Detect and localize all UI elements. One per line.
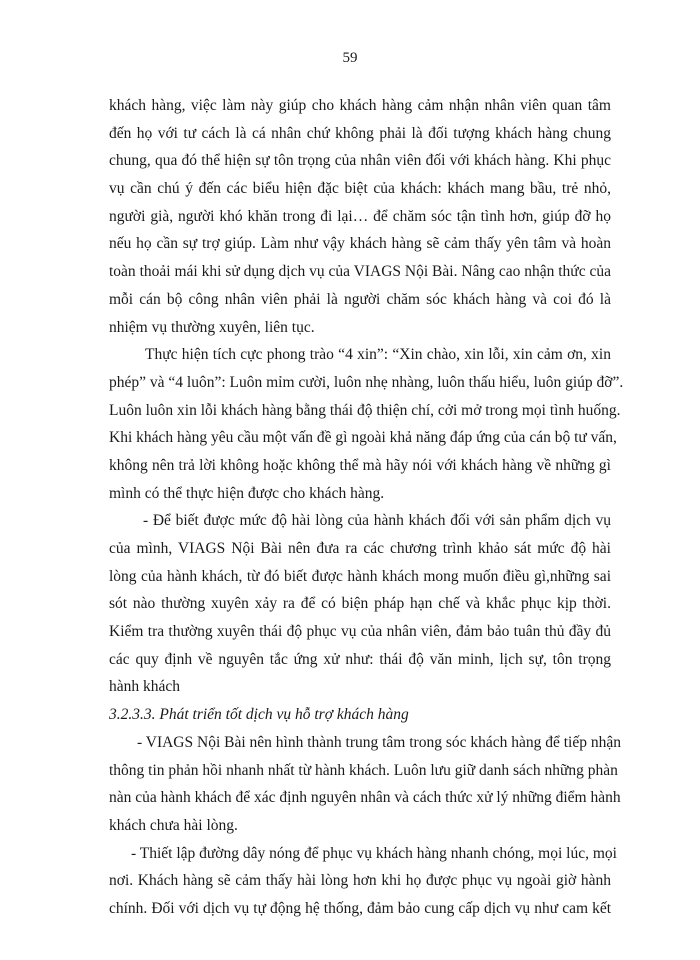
text-line: - VIAGS Nội Bài nên hình thành trung tâm trong sóc khách hàng để tiếp nhận xyxy=(137,733,621,751)
text-line: nơi. Khách hàng sẽ cảm thấy hài lòng hơn khi họ được phục vụ ngoài giờ hành xyxy=(109,872,611,890)
text-line: vụ cần chú ý đến các biểu hiện đặc biệt của khách: khách mang bầu, trẻ nhỏ, xyxy=(109,180,611,198)
text-line: đến họ với tư cách là cá nhân chứ không phải là đối tượng khách hàng chung xyxy=(109,124,611,142)
text-line: mình có thể thực hiện được cho khách hàng. xyxy=(109,484,385,502)
text-line: không nên trả lời không hoặc không thể mà hãy nói với khách hàng về những gì xyxy=(109,456,611,474)
text-line: Kiểm tra thường xuyên thái độ phục vụ của nhân viên, đảm bảo tuân thủ đầy đủ xyxy=(109,623,611,641)
text-line: Thực hiện tích cực phong trào “4 xin”: “Xin chào, xin lỗi, xin cảm ơn, xin xyxy=(145,346,611,364)
text-line: sót nào thường xuyên xảy ra để có biện pháp hạn chế và khắc phục kịp thời. xyxy=(109,595,611,613)
text-line: nàn của hành khách để xác định nguyên nhân và cách thức xử lý những điểm hành xyxy=(109,789,621,807)
text-line: mỗi cán bộ công nhân viên phải là người chăm sóc khách hàng và coi đó là xyxy=(109,290,611,308)
body-text xyxy=(109,92,624,923)
text-line: người già, người khó khăn trong đi lại… để chăm sóc tận tình hơn, giúp đỡ họ xyxy=(109,207,611,225)
text-line: Khi khách hàng yêu cầu một vấn đề gì ngoài khả năng đáp ứng của cán bộ tư vấn, xyxy=(109,429,617,447)
text-line: nếu họ cần sự trợ giúp. Làm như vậy khách hàng sẽ cảm thấy yên tâm và hoàn xyxy=(109,235,611,253)
text-line: - Thiết lập đường dây nóng để phục vụ khách hàng nhanh chóng, mọi lúc, mọi xyxy=(131,844,617,862)
text-line: nhiệm vụ thường xuyên, liên tục. xyxy=(109,318,315,336)
text-line: các quy định về nguyên tắc ứng xử như: thái độ văn minh, lịch sự, tôn trọng xyxy=(109,650,611,668)
text-line: - Để biết được mức độ hài lòng của hành khách đối với sản phẩm dịch vụ xyxy=(143,512,611,530)
text-line: Luôn luôn xin lỗi khách hàng bằng thái độ thiện chí, cởi mở trong mọi tình huống. xyxy=(109,401,621,419)
text-line: hành khách xyxy=(109,678,181,696)
text-line: chung, qua đó thể hiện sự tôn trọng của nhân viên đối với khách hàng. Khi phục xyxy=(109,152,611,170)
page-number: 59 xyxy=(342,50,358,66)
text-line: của mình, VIAGS Nội Bài nên đưa ra các chương trình khảo sát mức độ hài xyxy=(109,540,611,557)
text-line: thông tin phản hồi nhanh nhất từ hành khách. Luôn lưu giữ danh sách những phàn xyxy=(109,761,618,779)
text-line: lòng của hành khách, từ đó biết được hành khách mong muốn điều gì,những sai xyxy=(109,567,611,585)
section-heading: 3.2.3.3. Phát triển tốt dịch vụ hỗ trợ khách hàng xyxy=(109,706,409,724)
text-line: khách chưa hài lòng. xyxy=(109,816,238,834)
text-line: phép” và “4 luôn”: Luôn mỉm cười, luôn nhẹ nhàng, luôn thấu hiểu, luôn giúp đỡ”. xyxy=(109,373,624,391)
text-line: khách hàng, việc làm này giúp cho khách hàng cảm nhận nhân viên quan tâm xyxy=(109,97,611,114)
text-line: toàn thoải mái khi sử dụng dịch vụ của VIAGS Nội Bài. Nâng cao nhận thức của xyxy=(109,263,611,281)
text-line: chính. Đối với dịch vụ tự động hệ thống, đảm bảo cung cấp dịch vụ như cam kết xyxy=(109,899,611,917)
